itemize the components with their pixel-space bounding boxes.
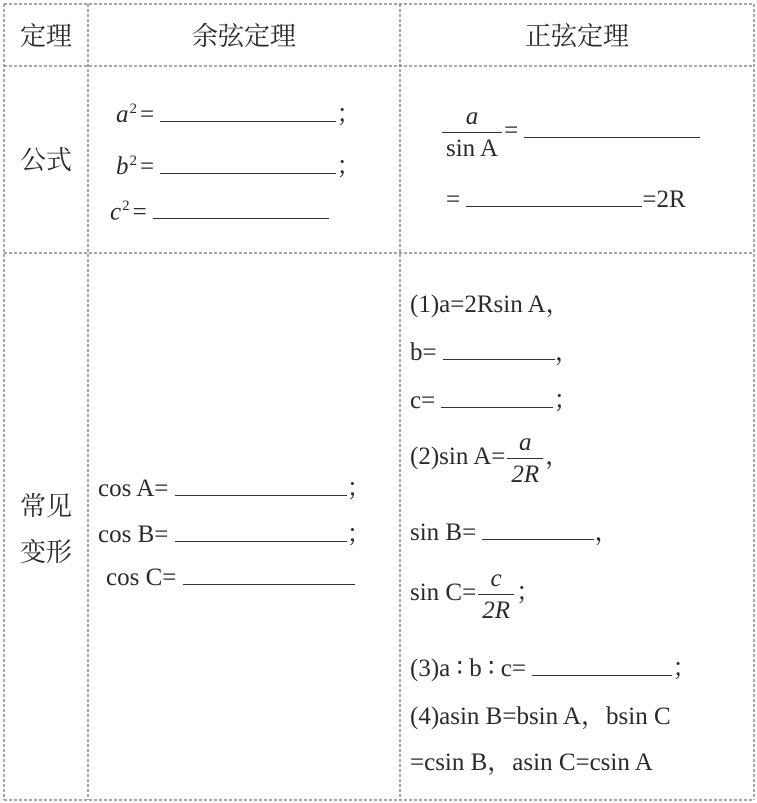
- answer-blank[interactable]: [524, 119, 700, 138]
- cosC-label: cos C=: [106, 564, 177, 591]
- answer-blank[interactable]: [160, 155, 336, 174]
- b-exponent: 2: [129, 152, 137, 169]
- fraction-numerator: a: [519, 429, 532, 456]
- a-over-2R-fraction: [507, 430, 543, 487]
- c-variable: c: [110, 198, 122, 226]
- cosine-variant-cosB: [98, 514, 372, 550]
- fraction-numerator: c: [490, 565, 502, 592]
- a-exponent: 2: [129, 100, 137, 117]
- cosine-formula-a2: [116, 94, 361, 130]
- fraction-denominator: sin A: [442, 132, 502, 161]
- sine-variant-sinB: [410, 512, 619, 548]
- sinB-equals: sin B=: [410, 519, 477, 546]
- sine-formula-line1: [440, 104, 700, 161]
- answer-blank[interactable]: [466, 188, 642, 207]
- a-over-sinA-fraction: [442, 104, 502, 161]
- cosA-label: cos A=: [98, 475, 169, 502]
- sinC-equals: sin C=: [410, 579, 477, 607]
- answer-blank[interactable]: [183, 566, 355, 585]
- equals-sign: =: [140, 153, 155, 180]
- fraction-denominator: 2R: [507, 458, 543, 487]
- c-equals: c=: [410, 387, 436, 414]
- sine-variant-2-sinA: [410, 430, 570, 487]
- sine-variant-1: (1)a=2Rsin A，: [410, 291, 571, 318]
- a-variable: a: [116, 101, 129, 128]
- header-cosine-law: 余弦定理: [191, 22, 296, 52]
- cosine-formula-c2: [110, 198, 329, 226]
- equals-sign: =: [140, 101, 155, 128]
- sine-variant-sinC: [410, 566, 541, 623]
- semicolon: ；: [346, 521, 372, 548]
- equals-sign: =: [446, 186, 461, 213]
- sine-variant-b: [410, 332, 580, 368]
- sine-variant-4-line1: (4)asin B=bsin A，bsin C: [410, 703, 671, 730]
- cosB-label: cos B=: [98, 521, 169, 548]
- c-exponent: 2: [122, 198, 130, 214]
- sine-formula-line2: [446, 186, 686, 214]
- answer-blank[interactable]: [153, 200, 329, 219]
- semicolon: ；: [336, 153, 362, 180]
- header-theorem: 定理: [19, 22, 72, 52]
- row-label-formula: 公式: [19, 146, 72, 176]
- equals-sign: =: [504, 117, 519, 145]
- comma: ，: [554, 339, 580, 366]
- comma: ，: [545, 443, 571, 471]
- fraction-denominator: 2R: [478, 594, 514, 623]
- answer-blank[interactable]: [441, 389, 553, 408]
- row-label-variant-1: 常见: [19, 492, 72, 522]
- sine-variant-c: [410, 380, 578, 416]
- ratio-equals: (3)a ∶ b ∶ c=: [410, 655, 526, 682]
- semicolon: ；: [553, 387, 579, 414]
- answer-blank[interactable]: [482, 521, 594, 540]
- semicolon: ；: [336, 101, 362, 128]
- answer-blank[interactable]: [443, 341, 555, 360]
- b-equals: b=: [410, 339, 437, 366]
- b-variable: b: [116, 153, 129, 180]
- header-sine-law: 正弦定理: [524, 22, 629, 52]
- c-over-2R-fraction: [478, 566, 514, 623]
- answer-blank[interactable]: [532, 657, 672, 676]
- answer-blank[interactable]: [160, 103, 336, 122]
- cosine-formula-b2: [116, 146, 361, 182]
- semicolon: ；: [346, 475, 372, 502]
- row-label-variant-2: 变形: [19, 538, 72, 568]
- semicolon: ；: [515, 579, 541, 607]
- comma: ，: [594, 519, 620, 546]
- fraction-numerator: a: [465, 103, 479, 130]
- cosine-variant-cosC: [106, 564, 355, 592]
- sine-variant-3-ratio: [410, 648, 697, 684]
- sine-variant-4-line2: =csin B，asin C=csin A: [410, 749, 653, 776]
- sinA-equals: (2)sin A=: [410, 443, 506, 471]
- semicolon: ；: [672, 655, 698, 682]
- answer-blank[interactable]: [175, 523, 347, 542]
- equals-sign: =: [132, 198, 147, 226]
- cosine-variant-cosA: [98, 468, 372, 504]
- answer-blank[interactable]: [175, 477, 347, 496]
- equals-2R: =2R: [642, 186, 686, 213]
